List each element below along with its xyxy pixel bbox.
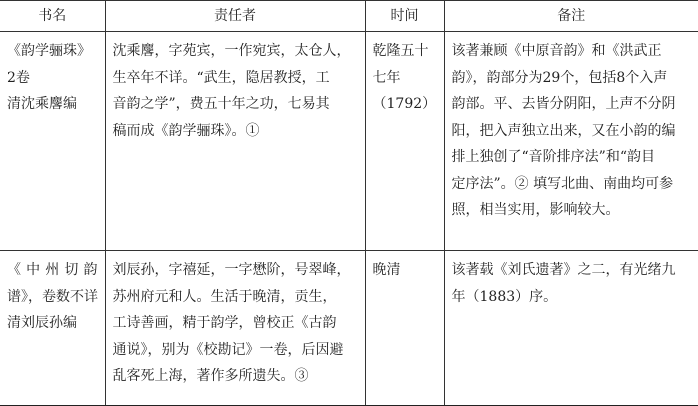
text-line: 晚清 [372,262,401,278]
text-line: 工诗善画，精于韵学，曾校正《古韵 [112,315,337,331]
header-book-title: 书名 [0,1,105,32]
text-line: 七年 [372,69,401,86]
text-line: 2卷 [7,69,30,86]
text-line: 该著载《刘氏遗著》之二，有光绪九 [451,262,676,278]
text-line: （1792） [372,96,437,112]
text-line: 《中州切韵 [7,262,98,278]
notes-cell [444,251,698,406]
text-line: 谱》，卷数不详 [7,288,98,305]
text-line: 刘辰孙，字禧延，一字懋阶，号翠峰， [112,262,351,278]
text-line: 苏州府元和人。生活于晚清，贡生， [112,288,337,305]
header-author: 责任者 [105,1,365,32]
text-line: 照，相当实用，影响较大。 [451,202,620,218]
text-line: 清刘辰孙编 [7,315,77,331]
header-time: 时间 [365,1,444,32]
notes-cell [444,32,698,251]
text-line: 阳，把入声独立出来，又在小韵的编 [451,122,676,139]
text-line: 乾隆五十 [372,43,429,59]
text-line: 清沈乘麐编 [7,96,77,112]
author-cell [105,32,365,251]
table-row [0,251,698,406]
time-cell [365,32,444,251]
text-line: 稿而成《韵学骊珠》。① [112,122,260,139]
book-title-cell [0,32,105,251]
text-line: 该著兼顾《中原音韵》和《洪武正 [451,43,662,59]
text-line: 通说》，别为《校勘记》一卷，后因避 [112,341,344,358]
table-row [0,32,698,251]
text-line: 乱客死上海，著作多所遗失。③ [112,368,309,384]
text-line: 沈乘麐，字苑宾，一作宛宾，太仓人， [112,43,351,59]
text-line: 年（1883）序。 [451,288,558,305]
header-row [0,1,698,32]
book-title-cell [0,251,105,406]
time-cell [365,251,444,406]
text-line: 韵部。平、去皆分阴阳，上声不分阴 [451,96,676,112]
text-line: 定序法”。② 填写北曲、南曲均可参 [451,175,674,192]
text-line: 《韵学骊珠》 [7,43,91,59]
text-line: 韵》，韵部分为29个，包括8个入声 [451,69,668,86]
text-line: 排上独创了“音阶排序法”和“韵目 [451,149,655,165]
author-cell [105,251,365,406]
header-notes: 备注 [444,1,698,32]
text-line: 音韵之学”，费五十年之功，七易其 [112,96,330,112]
text-line: 生卒年不详。“武生，隐居教授，工 [112,69,330,86]
